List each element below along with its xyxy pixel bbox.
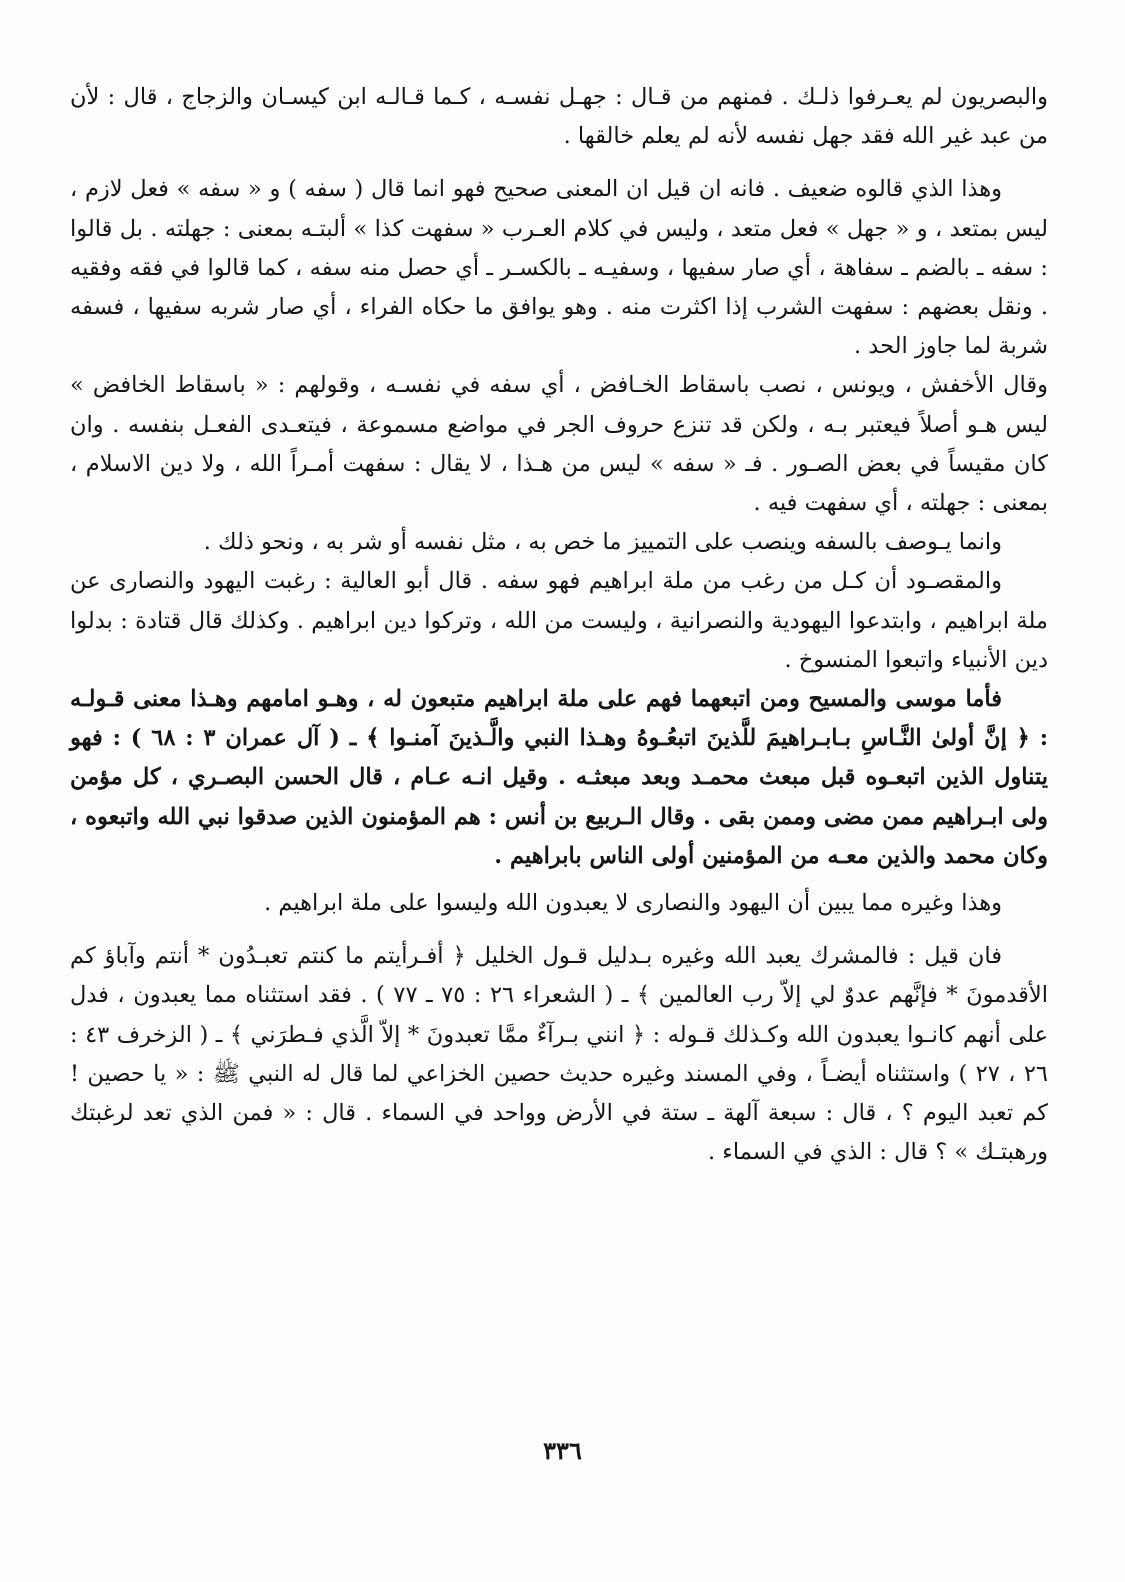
paragraph-5: والمقصـود أن كـل من رغب من ملة ابراهيم فهو سفه . قال أبو العالية : رغبت اليهود والنصارى عن ملة ابراهيم ، وابتدعوا اليهودية والنصرانية ، وليست من الله ، وتركوا دين ابراهيم . وكذلك قال قتادة : بدلوا دين الأنبياء واتبعوا المنسوخ .: [70, 568, 1048, 673]
paragraph-3: وقال الأخفش ، ويونس ، نصب باسقاط الخـافض ، أي سفه في نفسـه ، وقولهم : « باسقاط الخافض » ليس هـو أصلاً فيعتبر بـه ، ولكن قد تنزع حروف الجر في مواضع مسموعة ، فيتعـدى الفعـل بنفسه . وان كان مقيساً في بعض الصـور . فـ « سفه » ليس من هـذا ، لا يقال : سفهت أمـراً الله ، ولا دين الاسلام ، بمعنى : جهلته ، أي سفهت فيه .: [70, 372, 1048, 517]
book-page: [70, 78, 1048, 1172]
paragraph-7: وهذا وغيره مما يبين أن اليهود والنصارى لا يعبدون الله وليسوا على ملة ابراهيم .: [264, 890, 1002, 917]
page-number: ٣٣٦: [543, 1436, 582, 1465]
paragraph-1: والبصريون لم يعـرفوا ذلـك . فمنهم من قـال : جهـل نفسـه ، كـما قـالـه ابن كيسـان والزجاج ، قال : لأن من عبد غير الله فقد جهل نفسه لأنه لم يعلم خالقها .: [70, 84, 1048, 150]
paragraph-4: وانما يـوصف بالسفه وينصب على التمييز ما خص به ، مثل نفسه أو شر به ، ونحو ذلك .: [203, 529, 1002, 556]
paragraph-8: فان قيل : فالمشرك يعبد الله وغيره بـدليل قـول الخليل ﴿ أفـرأيتم ما كنتم تعبـدُون * أنتم وآباؤ كم الأقدمونَ * فإنَّهم عدوٌ لي إلاّ رب العالمين ﴾ ـ ( الشعراء ٢٦ : ٧٥ ـ ٧٧ ) . فقد استثناه مما يعبدون ، فدل على أنهم كانـوا يعبدون الله وكـذلك قـوله : ﴿ انني بـرآءٌ ممَّا تعبدونَ * إلاّ الَّذي فـطرَني ﴾ ـ ( الزخرف ٤٣ : ٢٦ ، ٢٧ ) واستثناه أيضـاً ، وفي المسند وغيره حديث حصين الخزاعي لما قال له النبي ﷺ : « يا حصين ! كم تعبد اليوم ؟ ، قال : سبعة آلهة ـ ستة في الأرض وواحد في السماء . قال : « فمن الذي تعد لرغبتك ورهبتـك » ؟ قال : الذي في السماء .: [70, 943, 1048, 1166]
paragraph-6: فأما موسى والمسيح ومن اتبعهما فهم على ملة ابراهيم متبعون له ، وهـو امامهم وهـذا معنى قـولـه : ﴿ إنَّ أولىٰ النَّـاسِ بـابـراهيمَ للَّذينَ اتبعُـوهُ وهـذا النبي والَّـذينَ آمنـوا ﴾ ـ ( آل عمران ٣ : ٦٨ ) : فهو يتناول الذين اتبعـوه قبل مبعث محمـد وبعد مبعثـه . وقيل انـه عـام ، قال الحسن البصـري ، كل مؤمن ولى ابـراهيم ممن مضى وممن بقى . وقال الـربيع بن أنس : هم المؤمنون الذين صدقوا نبي الله واتبعوه ، وكان محمد والذين معـه من المؤمنين أولى الناس بابراهيم .: [70, 686, 1048, 869]
paragraph-2: وهذا الذي قالوه ضعيف . فانه ان قيل ان المعنى صحيح فهو انما قال ( سفه ) و « سفه » فعل لازم ، ليس بمتعد ، و « جهل » فعل متعد ، وليس في كلام العـرب « سفهت كذا » ألبتـه بمعنى : جهلته . بل قالوا : سفه ـ بالضم ـ سفاهة ، أي صار سفيها ، وسفيـه ـ بالكسـر ـ أي حصل منه سفه ، كما قالوا في فقه وفقيه . ونقل بعضهم : سفهت الشرب إذا اكثرت منه . وهو يوافق ما حكاه الفراء ، أي صار شربه سفيها ، فسفه شربة لما جاوز الحد .: [70, 176, 1048, 360]
